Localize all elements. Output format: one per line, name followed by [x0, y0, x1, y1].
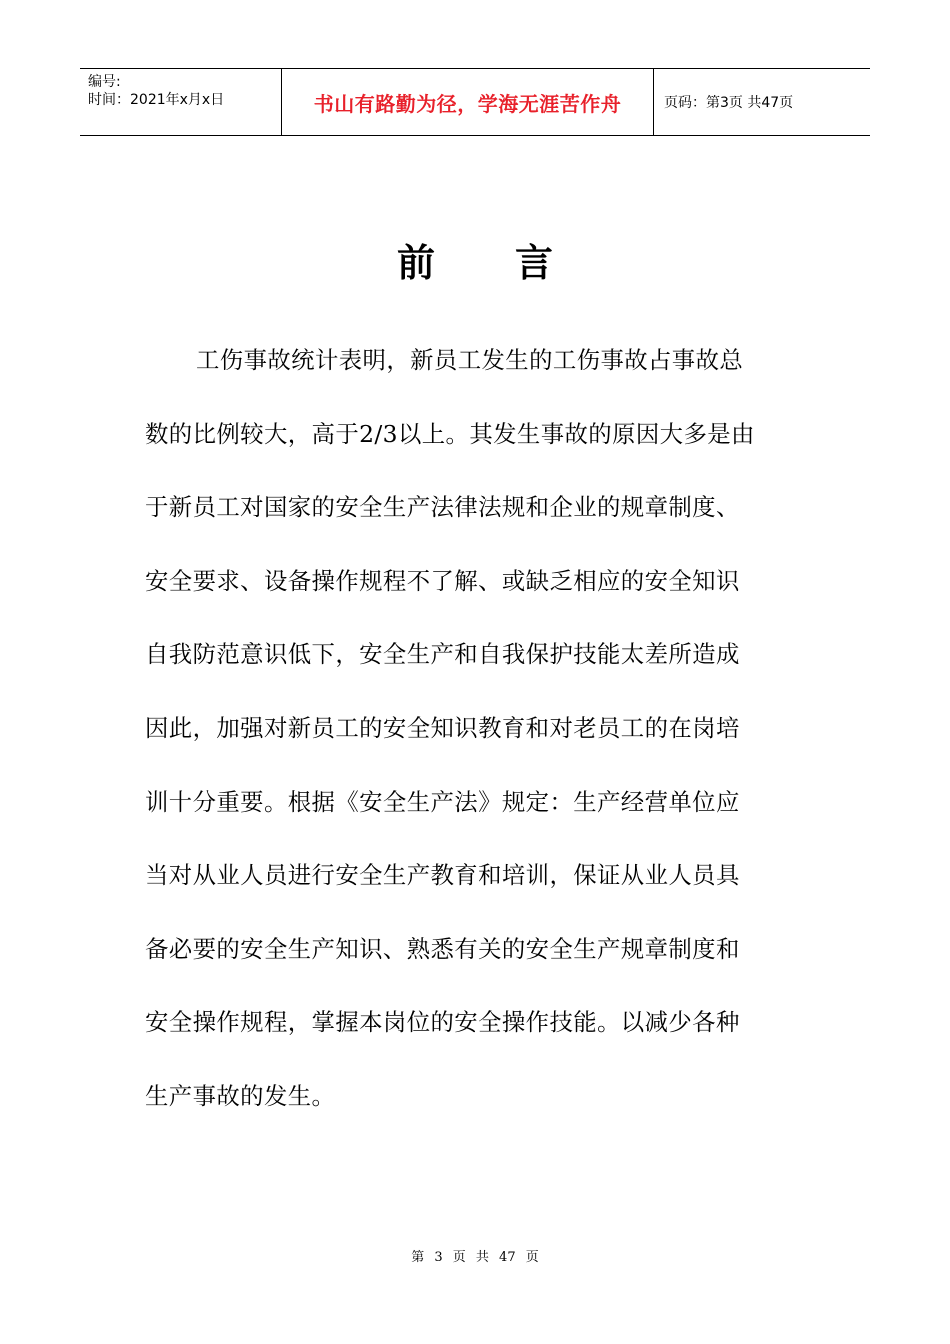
header-meta-cell	[80, 69, 282, 135]
page-footer: 第 3 页 共 47 页	[411, 1250, 539, 1265]
paragraph-line: 自我防范意识低下，安全生产和自我保护技能太差所造成	[145, 640, 740, 669]
paragraph-line: 安全操作规程，掌握本岗位的安全操作技能。以减少各种	[145, 1008, 740, 1037]
paragraph-line: 数的比例较大，高于2/3以上。其发生事故的原因大多是由	[145, 419, 755, 448]
preface-paragraph	[145, 340, 807, 1150]
document-number-label: 编号:	[88, 74, 121, 90]
paragraph-line: 安全要求、设备操作规程不了解、或缺乏相应的安全知识	[145, 566, 740, 595]
document-header	[80, 68, 870, 136]
paragraph-line: 备必要的安全生产知识、熟悉有关的安全生产规章制度和	[145, 934, 740, 963]
page-title: 前言	[396, 241, 633, 285]
paragraph-line: 于新员工对国家的安全生产法律法规和企业的规章制度、	[145, 493, 740, 522]
paragraph-line: 工伤事故统计表明，新员工发生的工伤事故占事故总	[196, 346, 744, 374]
paragraph-line: 因此，加强对新员工的安全知识教育和对老员工的在岗培	[145, 713, 740, 742]
paragraph-line: 生产事故的发生。	[145, 1081, 336, 1110]
header-page-info: 页码：第3页 共47页	[664, 95, 794, 111]
paragraph-line: 当对从业人员进行安全生产教育和培训，保证从业人员具	[145, 861, 740, 890]
document-time-label: 时间：2021年x月x日	[88, 92, 225, 108]
header-motto: 书山有路勤为径，学海无涯苦作舟	[282, 69, 654, 135]
paragraph-line: 训十分重要。根据《安全生产法》规定：生产经营单位应	[145, 787, 740, 816]
